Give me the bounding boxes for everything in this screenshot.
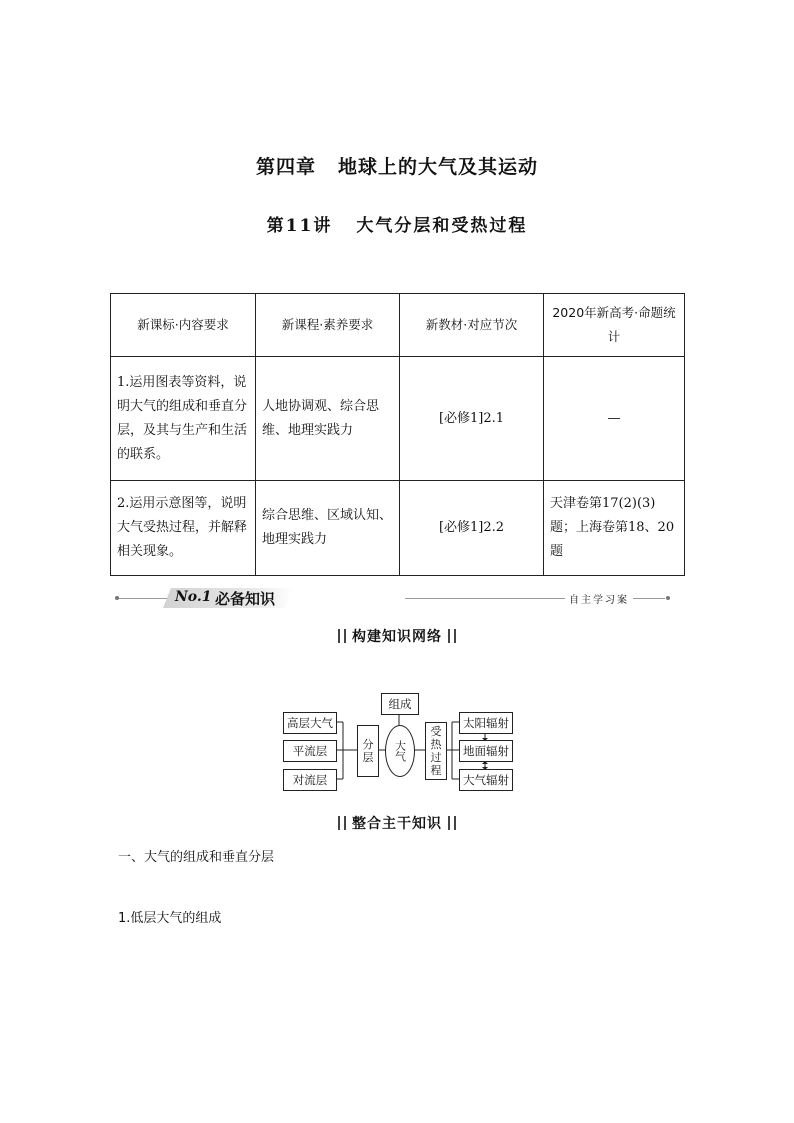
banner-dot: [115, 596, 119, 600]
table-header-cell: 新课程·素养要求: [256, 294, 400, 357]
lecture-name: 大气分层和受热过程: [356, 216, 528, 236]
banner-number: No.1: [175, 589, 212, 605]
chapter-title: [0, 152, 794, 179]
double-bar-icon: [338, 629, 346, 643]
diagram-node-troposphere: 对流层: [283, 769, 337, 791]
chapter-label: 第四章: [255, 156, 316, 178]
banner-title: 必备知识: [215, 590, 276, 608]
table-cell: —: [544, 357, 685, 481]
table-cell: 人地协调观、综合思维、地理实践力: [256, 357, 400, 481]
table-cell: 2.运用示意图等，说明大气受热过程，并解释相关现象。: [111, 481, 256, 576]
double-bar-icon: [338, 816, 346, 830]
banner-dot: [666, 596, 670, 600]
requirements-table: [110, 293, 685, 576]
section-heading-text: 整合主干知识: [352, 816, 442, 832]
table-cell: [必修1]2.1: [400, 357, 544, 481]
table-row: [111, 357, 685, 481]
table-row: [111, 481, 685, 576]
table-cell: 综合思维、区域认知、地理实践力: [256, 481, 400, 576]
banner-rule: [115, 598, 167, 599]
diagram-node-composition: 组成: [381, 693, 419, 715]
diagram-node-ground-radiation: 地面辐射: [459, 740, 513, 762]
lecture-label: 第11讲: [266, 216, 333, 236]
content-item: 1.低层大气的组成: [118, 911, 222, 926]
banner-right-label: 自主学习案: [565, 591, 633, 606]
table-header-row: [111, 294, 685, 357]
diagram-node-stratosphere: 平流层: [283, 740, 337, 762]
section-banner: [115, 588, 680, 608]
table-header-cell: 新课标·内容要求: [111, 294, 256, 357]
diagram-node-atmosphere: 大气: [385, 725, 415, 777]
table-cell: [必修1]2.2: [400, 481, 544, 576]
table-header-cell: 新教材·对应节次: [400, 294, 544, 357]
table-cell: 天津卷第17(2)(3)题；上海卷第18、20题: [544, 481, 685, 576]
section-heading-network: [0, 626, 794, 646]
section-heading-text: 构建知识网络: [352, 629, 442, 645]
chapter-name: 地球上的大气及其运动: [338, 156, 539, 178]
diagram-node-heating-process: 受热过程: [425, 722, 447, 780]
diagram-node-layering: 分层: [357, 725, 379, 777]
table-header-cell: 2020年新高考·命题统计: [544, 294, 685, 357]
lecture-title: [0, 211, 794, 236]
content-heading: 一、大气的组成和垂直分层: [118, 850, 275, 865]
diagram-node-atmospheric-radiation: 大气辐射: [459, 769, 513, 791]
double-bar-icon: [448, 629, 456, 643]
double-bar-icon: [448, 816, 456, 830]
section-heading-integrate: [0, 813, 794, 833]
table-cell: 1.运用图表等资料，说明大气的组成和垂直分层，及其与生产和生活的联系。: [111, 357, 256, 481]
diagram-node-upper-atmosphere: 高层大气: [283, 712, 337, 734]
diagram-node-solar-radiation: 太阳辐射: [459, 712, 513, 734]
knowledge-network-diagram: [275, 685, 525, 795]
